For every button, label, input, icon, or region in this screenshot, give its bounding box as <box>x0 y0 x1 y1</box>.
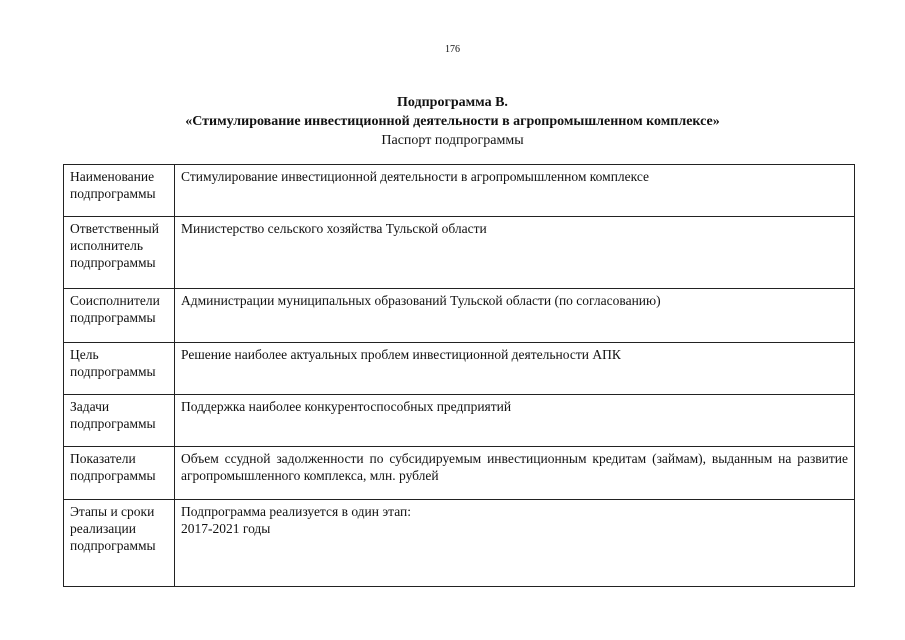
subprogram-title: Подпрограмма В. <box>397 95 508 110</box>
table-row <box>64 165 855 217</box>
row-label: Ответственный исполнитель подпрограммы <box>64 217 175 289</box>
row-value: Подпрограмма реализуется в один этап: 2017-2021 годы <box>175 500 855 587</box>
row-value: Администрации муниципальных образований Тульской области (по согласованию) <box>175 289 855 343</box>
subprogram-name: «Стимулирование инвестиционной деятельности в агропромышленном комплексе» <box>185 114 720 129</box>
table-row <box>64 447 855 500</box>
passport-title: Паспорт подпрограммы <box>381 133 524 148</box>
row-label: Этапы и сроки реализации подпрограммы <box>64 500 175 587</box>
row-label: Наименование подпрограммы <box>64 165 175 217</box>
table-row <box>64 343 855 395</box>
table-row <box>64 289 855 343</box>
row-value: Поддержка наиболее конкурентоспособных предприятий <box>175 395 855 447</box>
row-value: Стимулирование инвестиционной деятельности в агропромышленном комплексе <box>175 165 855 217</box>
row-value: Решение наиболее актуальных проблем инвестиционной деятельности АПК <box>175 343 855 395</box>
table-row <box>64 395 855 447</box>
row-label: Соисполнители подпрограммы <box>64 289 175 343</box>
page-number: 176 <box>445 44 460 55</box>
row-value: Министерство сельского хозяйства Тульской области <box>175 217 855 289</box>
passport-table <box>63 164 855 587</box>
table-row <box>64 500 855 587</box>
row-label: Задачи подпрограммы <box>64 395 175 447</box>
table-row <box>64 217 855 289</box>
row-value: Объем ссудной задолженности по субсидируемым инвестиционным кредитам (займам), выданным на развитие агропромышленного комплекса, млн. рублей <box>175 447 855 500</box>
row-label: Цель подпрограммы <box>64 343 175 395</box>
row-label: Показатели подпрограммы <box>64 447 175 500</box>
